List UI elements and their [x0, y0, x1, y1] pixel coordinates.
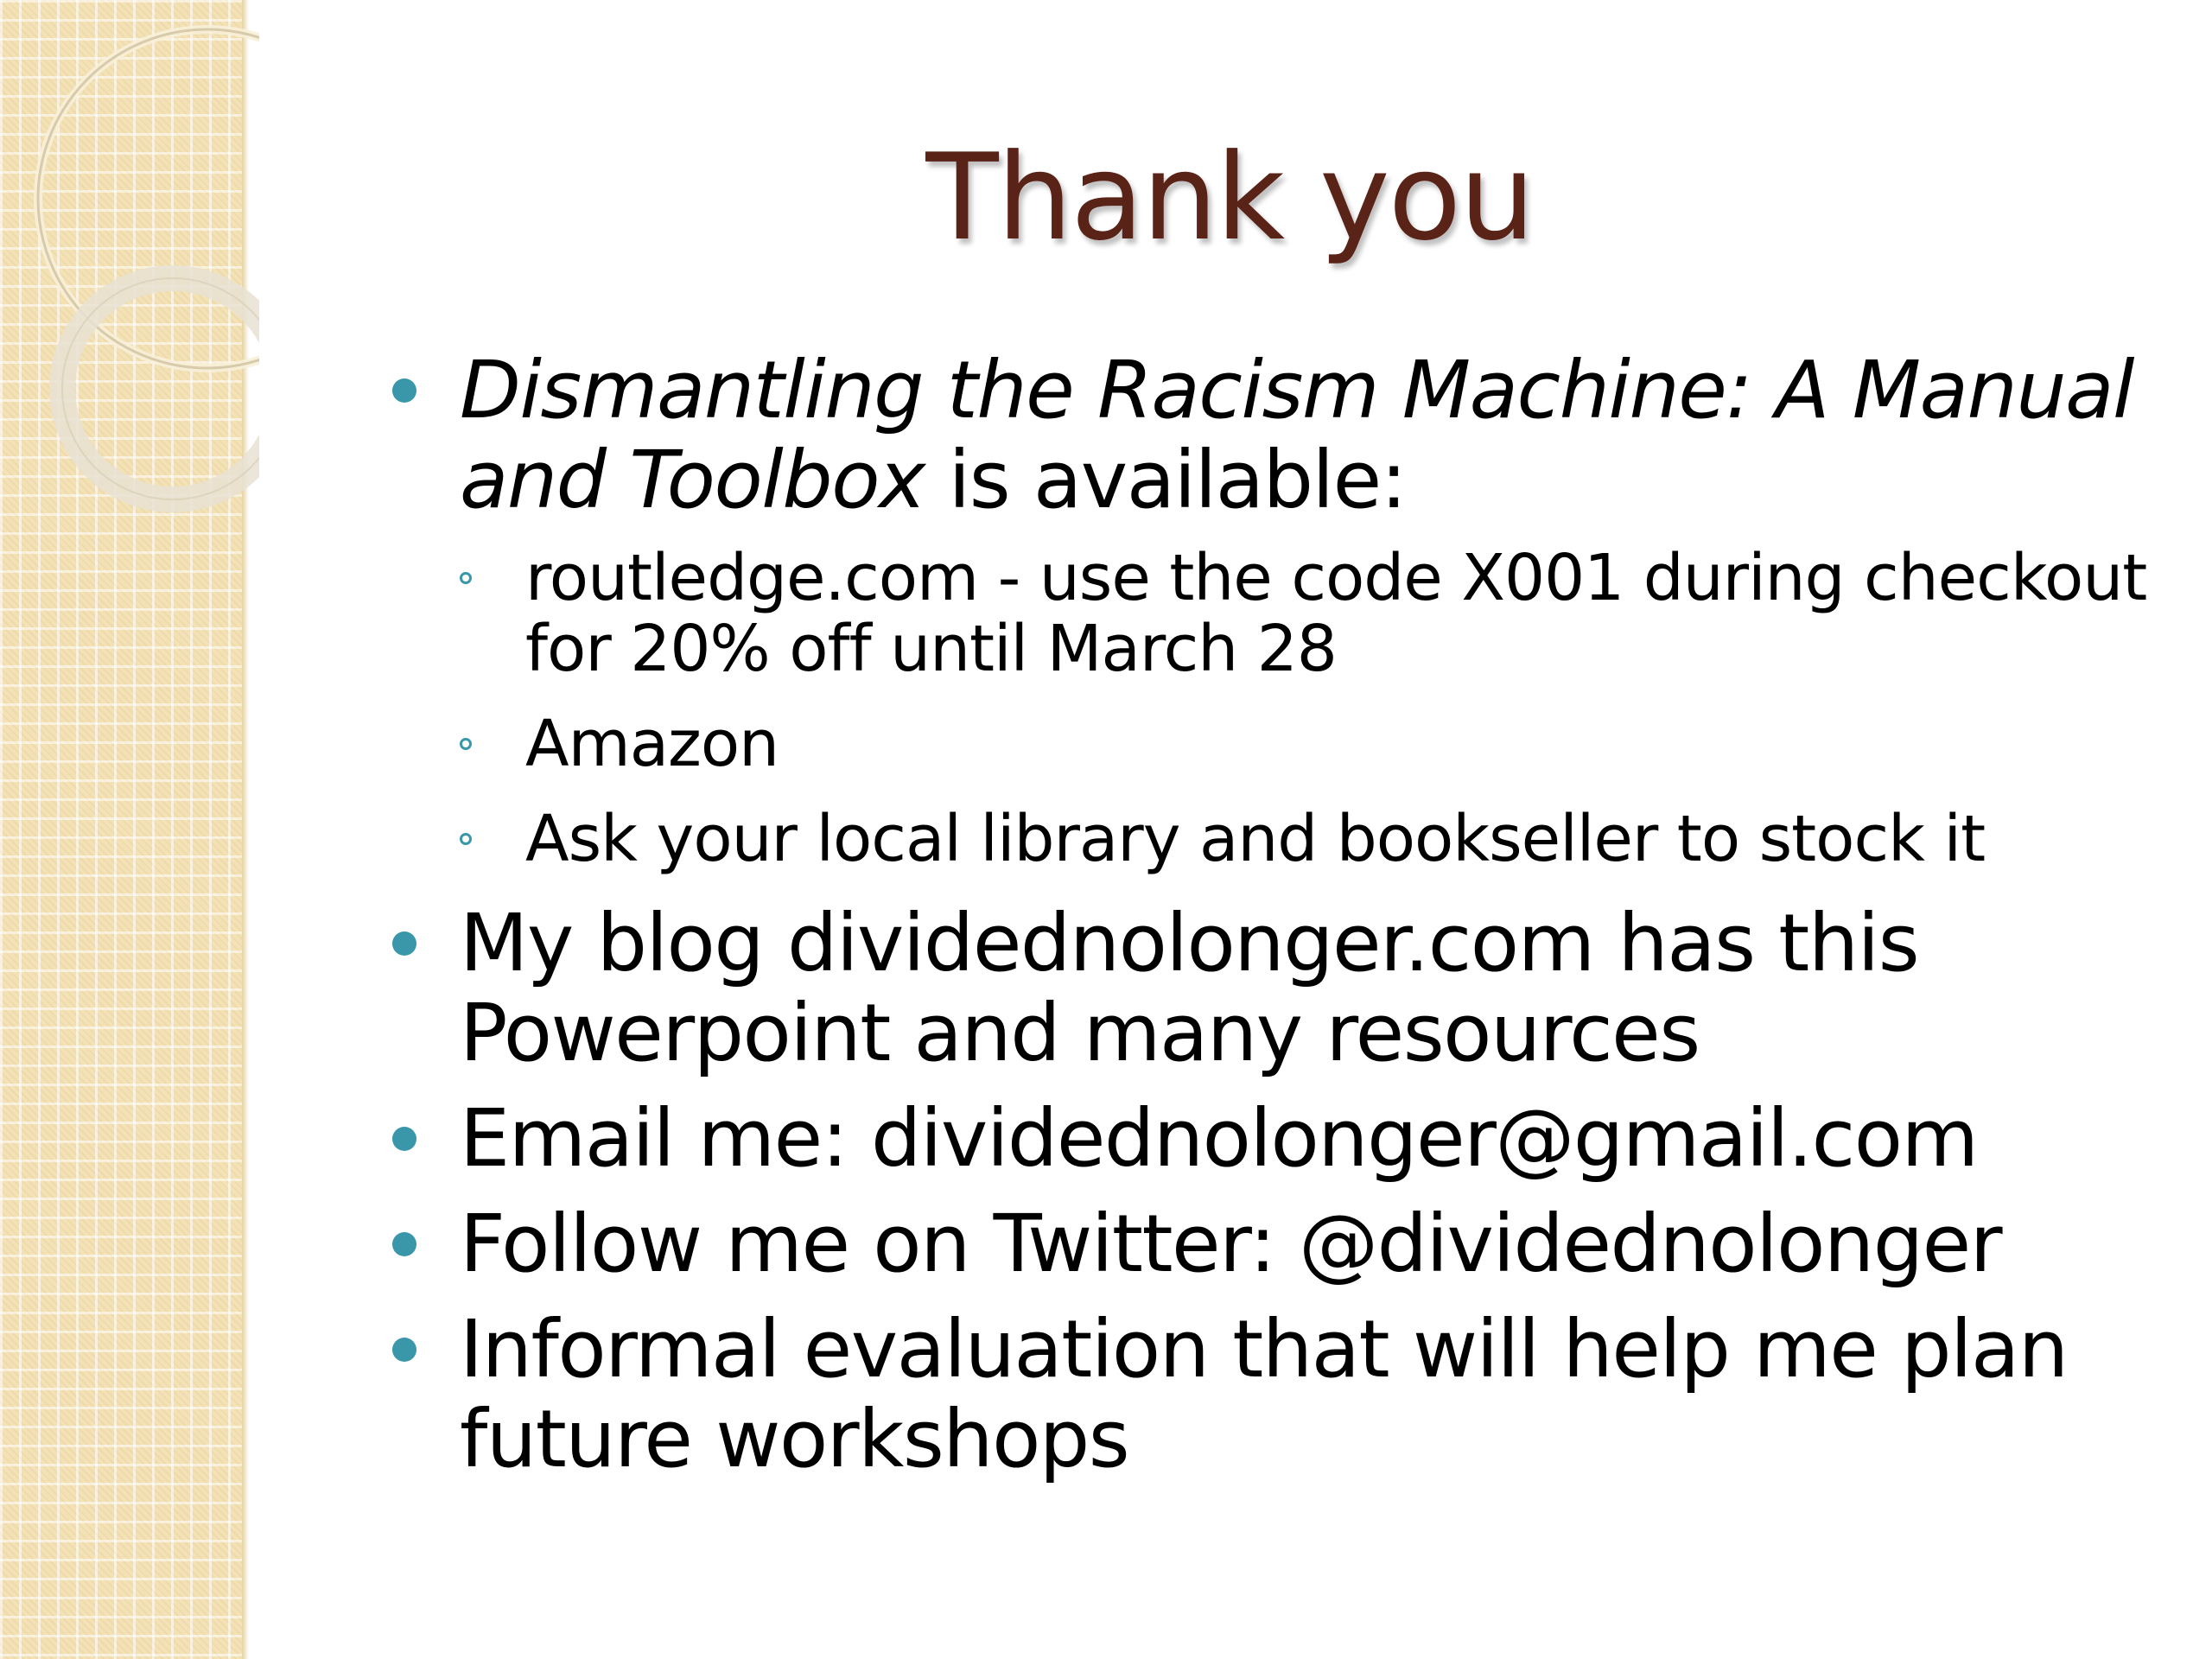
bullet-blog: [380, 899, 2177, 1078]
sub-item-amazon: [380, 709, 2177, 779]
sub-bullet-ring-icon: [460, 833, 472, 845]
sub-bullet-ring-icon: [460, 738, 472, 750]
sub-item-routledge: [380, 543, 2177, 684]
book-availability: is available:: [924, 434, 1407, 526]
bullet-twitter: [380, 1199, 2177, 1289]
bullet-dot-icon: [392, 931, 416, 956]
slide-content: [380, 346, 2177, 1500]
sub-bullet-ring-icon: [460, 572, 472, 584]
sub-item-library: [380, 804, 2177, 874]
bullet-evaluation: [380, 1305, 2177, 1484]
bullet-dot-icon: [392, 1127, 416, 1151]
book-title: Dismantling the Racism Machine: A Manual and Toolbox: [460, 344, 2134, 526]
bullet-text: Informal evaluation that will help me plan future workshops: [460, 1303, 2068, 1485]
bullet-email: [380, 1094, 2177, 1184]
bullet-book: [380, 346, 2177, 874]
bullet-text: My blog dividednolonger.com has this Powerpoint and many resources: [460, 897, 1919, 1079]
bullet-text: Email me: dividednolonger@gmail.com: [460, 1092, 1978, 1185]
sub-item-text: Amazon: [525, 707, 779, 781]
sub-list: [460, 543, 2177, 874]
bullet-dot-icon: [392, 1232, 416, 1256]
decorative-rings-icon: [0, 0, 259, 553]
bullet-text: Follow me on Twitter: @dividednolonger: [460, 1198, 2002, 1290]
bullet-dot-icon: [392, 378, 416, 403]
slide-title: Thank you: [925, 128, 1534, 267]
sub-item-text: routledge.com - use the code X001 during checkout for 20% off until March 28: [525, 541, 2147, 686]
bullet-dot-icon: [392, 1338, 416, 1362]
sub-item-text: Ask your local library and bookseller to stock it: [525, 802, 1986, 876]
